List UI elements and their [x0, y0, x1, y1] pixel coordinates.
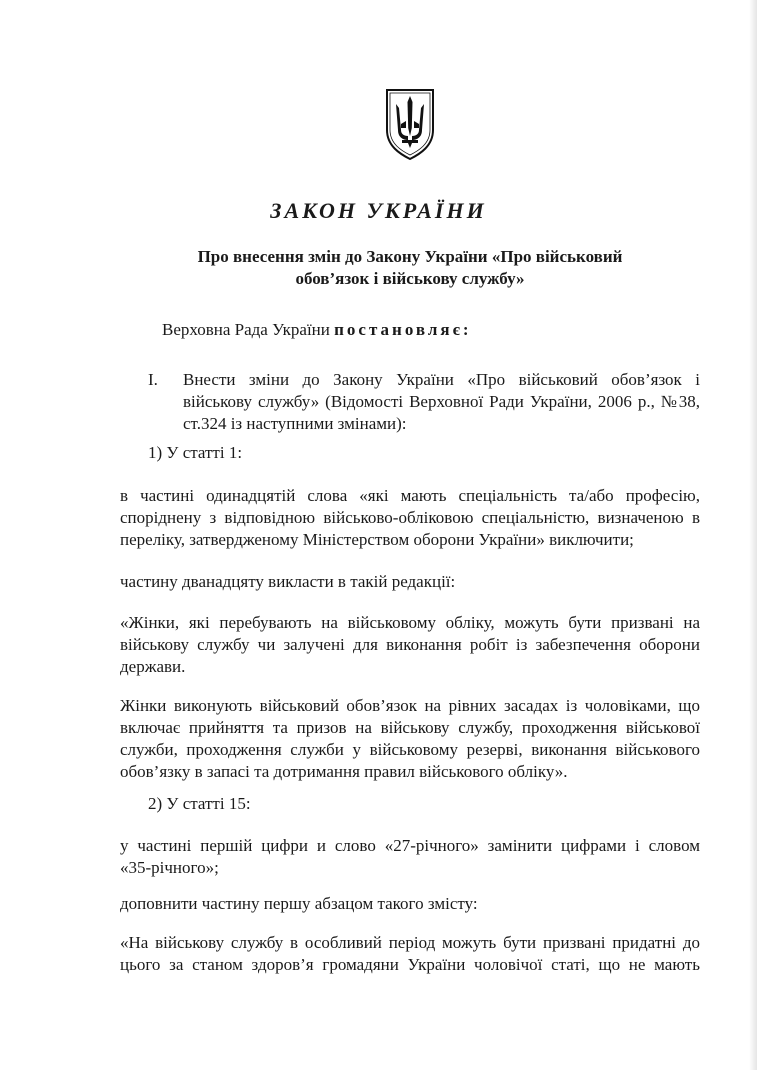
paragraph-line: споріднену з відповідною військово-обліковою спеціальністю, визначеною в: [120, 508, 700, 527]
paragraph-line: Жінки виконують військовий обов’язок на рівних засадах із чоловіками, що: [120, 696, 700, 715]
paragraph-line: «Жінки, які перебувають на військовому обліку, можуть бути призвані на: [120, 613, 700, 632]
paragraph-line: переліку, затвердженому Міністерством оборони України» виключити;: [120, 530, 634, 549]
document-subtitle: [120, 246, 700, 290]
item-heading: 1) У статті 1:: [148, 443, 243, 462]
paragraph-line: «На військову службу в особливий період можуть бути призвані придатні до: [120, 933, 700, 952]
page-edge-shadow: [749, 0, 757, 1070]
paragraph-line: цього за станом здоров’я громадяни України чоловічої статі, що не мають: [120, 955, 700, 974]
paragraph-line: обов’язку в запасі та дотримання правил військового обліку».: [120, 762, 568, 781]
paragraph-line: в частині одинадцятій слова «які мають спеціальність та/або професію,: [120, 486, 700, 505]
paragraph: доповнити частину першу абзацом такого змісту:: [120, 894, 478, 913]
paragraph: частину дванадцяту викласти в такій редакції:: [120, 572, 456, 591]
paragraph-line: військову службу чи залучені для виконання робіт із забезпечення оборони: [120, 635, 700, 654]
tryzub-coat-of-arms-icon: [384, 88, 436, 160]
document-title: ЗАКОН УКРАЇНИ: [270, 198, 487, 223]
preamble-verb: постановляє:: [334, 320, 472, 339]
section-text-line: ст.324 із наступними змінами):: [183, 414, 407, 433]
item-heading: 2) У статті 15:: [148, 794, 251, 813]
section-text-line: Внести зміни до Закону України «Про військовий обов’язок і: [183, 370, 700, 389]
paragraph-line: у частині першій цифри и слово «27-річного» замінити цифрами і словом: [120, 836, 700, 855]
subtitle-line: Про внесення змін до Закону України «Про військовий: [197, 247, 623, 266]
preamble: [162, 319, 472, 341]
paragraph-line: держави.: [120, 657, 186, 676]
paragraph-line: включає прийняття та призов на військову службу, проходження військової: [120, 718, 700, 737]
section-text-line: військову службу» (Відомості Верховної Ради України, 2006 р., №38,: [183, 392, 700, 411]
paragraph-line: «35-річного»;: [120, 858, 219, 877]
subtitle-line: обов’язок і військову службу»: [295, 269, 525, 288]
preamble-prefix: Верховна Рада України: [162, 320, 330, 339]
paragraph-line: служби, проходження служби у військовому резерві, виконання військового: [120, 740, 700, 759]
section-number: I.: [148, 370, 158, 389]
